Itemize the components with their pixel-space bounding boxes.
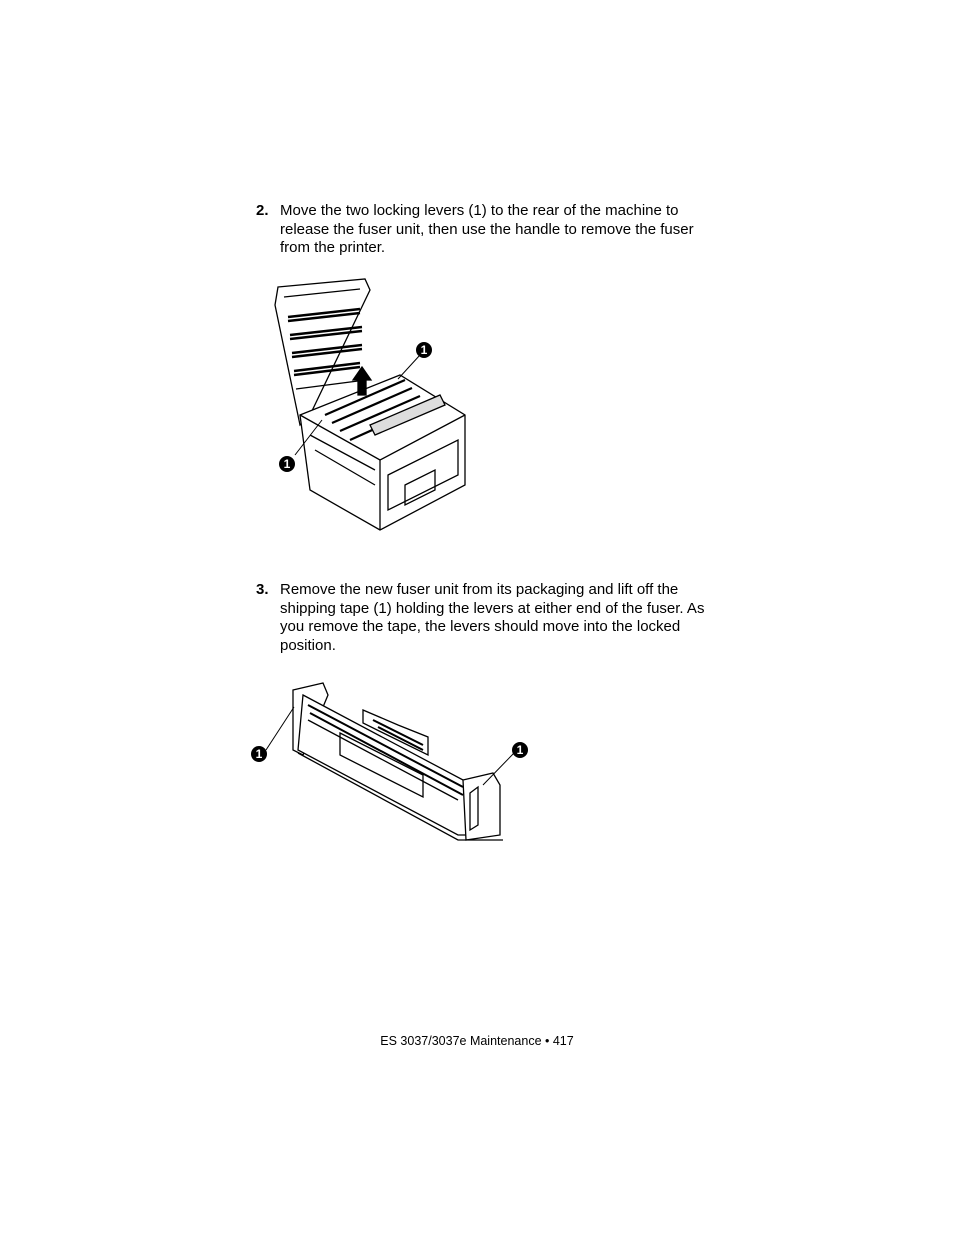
page-footer: ES 3037/3037e Maintenance • 417 bbox=[380, 1034, 574, 1048]
callout-1-right: 1 bbox=[512, 742, 528, 758]
step-number: 3. bbox=[256, 581, 269, 598]
callout-1-left: 1 bbox=[251, 746, 267, 762]
printer-illustration bbox=[270, 275, 475, 535]
step-text: Remove the new fuser unit from its packaging and lift off the shipping tape (1) holding the levers at either end of the fuser. As you remove the tape, the levers should move into the locked position. bbox=[280, 581, 705, 654]
fuser-illustration bbox=[248, 675, 533, 855]
callout-1-right: 1 bbox=[416, 342, 432, 358]
step-text: Move the two locking levers (1) to the rear of the machine to release the fuser unit, then use the handle to remove the fuser from the printer. bbox=[280, 202, 694, 256]
callout-1-left: 1 bbox=[279, 456, 295, 472]
step-number: 2. bbox=[256, 202, 269, 219]
